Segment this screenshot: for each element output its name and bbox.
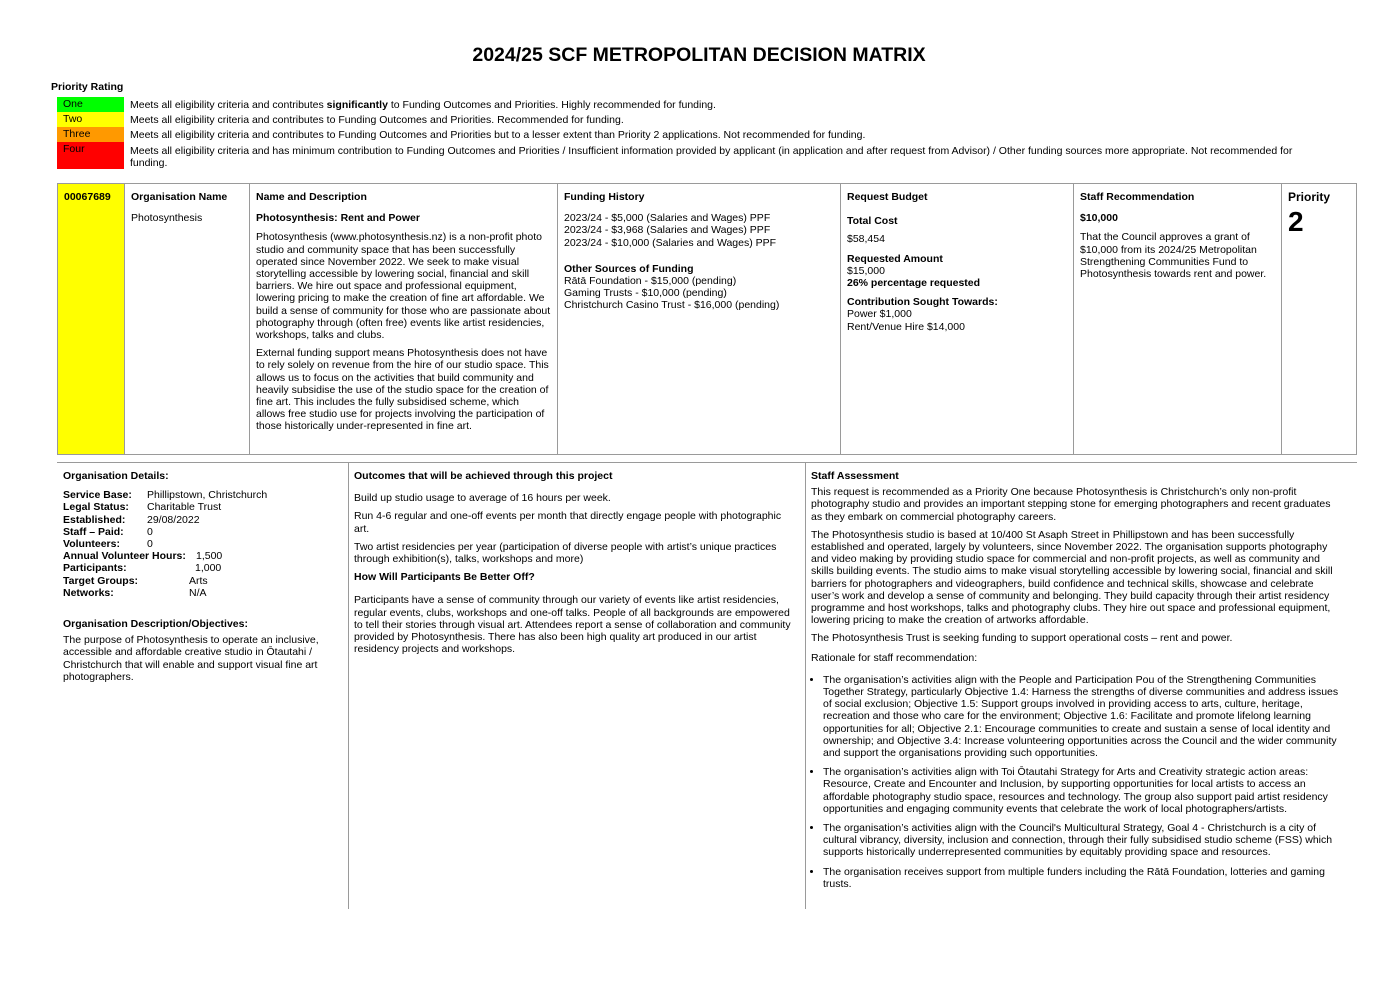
priority-label-two: Two [57, 112, 124, 127]
assessment-paragraph: The Photosynthesis studio is based at 10/400 St Asaph Street in Phillipstown and has been successfully established and operated, largely by volunteers, since November 2022. The organisation supports photography and video making by providing studio space for commercial and non-profit projects, as well as community and skills building events. The studio aims to make visual storytelling accessible by lowering social, financial and skill barriers for photographers and videographers, build confidence and technical skills, showcase and celebrate user’s work and develop a sense of community and belonging. They build capacity through their artist residency programme and host workshops, talks and photography clubs. They hire out space and professional equipment, lowering pricing to make the creation of artworks affordable. [811, 528, 1333, 627]
detail-row: Participants: 1,000 [63, 562, 222, 575]
other-funding-item: Christchurch Casino Trust - $16,000 (pending) [564, 299, 780, 312]
outcome-item: Two artist residencies per year (participation of diverse people with artist’s unique practices through exhibition(s), talks, workshops and more) [354, 540, 777, 566]
application-id: 00067689 [64, 191, 111, 203]
detail-row: Annual Volunteer Hours: 1,500 [63, 550, 223, 563]
detail-row: Volunteers: 0 [63, 538, 153, 551]
name-description-header: Name and Description [256, 191, 367, 203]
priority-rating-heading: Priority Rating [51, 81, 124, 93]
funding-history-item: 2023/24 - $10,000 (Salaries and Wages) PPF [564, 236, 777, 249]
request-budget-header: Request Budget [847, 191, 928, 203]
detail-row: Staff – Paid: 0 [63, 525, 153, 538]
funding-history-item: 2023/24 - $5,000 (Salaries and Wages) PPF [564, 212, 771, 225]
other-funding-item: Gaming Trusts - $10,000 (pending) [564, 287, 727, 300]
funding-history-header: Funding History [564, 191, 645, 203]
page-title: 2024/25 SCF METROPOLITAN DECISION MATRIX [472, 44, 926, 66]
priority-label-four: Four [57, 142, 124, 169]
detail-row: Legal Status: Charitable Trust [63, 501, 222, 514]
priority-row-two [57, 112, 124, 127]
participants-better-off-text: Participants have a sense of community through our variety of events like artist residencies, regular events, clubs, workshops and one-off talks. People of all backgrounds are empowered to tell their stories through visual art. Attendees report a sense of collaboration and community provided by Photosynthesis. There has also been high quality art produced in our artist residency projects and workshops. [354, 594, 791, 656]
staff-recommendation-header: Staff Recommendation [1080, 191, 1195, 203]
priority-header: Priority [1288, 190, 1331, 204]
details-section [57, 462, 1357, 908]
organisation-details-panel [57, 463, 348, 909]
project-description-2: External funding support means Photosynthesis does not have to rely solely on revenue from the hire of our studio space. This allows us to focus on the activities that build community and heavily subsidise the use of the studio space for the creation of fine art. This includes the fully subsidised scheme, which allows free studio use for projects involving the participation of those historically under-represented in fine art. [256, 347, 549, 433]
detail-row: Established: 29/08/2022 [63, 513, 200, 526]
assessment-paragraph: The Photosynthesis Trust is seeking funding to support operational costs – rent and power. [811, 632, 1233, 645]
priority-label-one: One [57, 97, 124, 112]
contribution-item: Rent/Venue Hire $14,000 [847, 320, 965, 333]
detail-row: Service Base: Phillipstown, Christchurch [63, 489, 268, 502]
funding-history-cell [558, 184, 841, 454]
requested-amount-label: Requested Amount [847, 252, 943, 265]
requested-amount-value: $15,000 [847, 264, 885, 277]
priority-desc-one: Meets all eligibility criteria and contributes significantly to Funding Outcomes and Priorities. Highly recommended for funding. [130, 99, 716, 111]
priority-row-one [57, 97, 124, 112]
funding-history-item: 2023/24 - $3,968 (Salaries and Wages) PPF [564, 224, 771, 237]
contribution-label: Contribution Sought Towards: [847, 296, 998, 309]
organisation-details-header: Organisation Details: [63, 470, 169, 482]
staff-recommendation-amount: $10,000 [1080, 212, 1118, 225]
priority-value: 2 [1288, 206, 1304, 238]
name-description-cell [250, 184, 558, 454]
contribution-item: Power $1,000 [847, 308, 912, 321]
request-budget-cell [841, 184, 1074, 454]
outcome-item: Run 4-6 regular and one-off events per month that directly engage people with photographic art. [354, 510, 782, 535]
priority-desc-four: Meets all eligibility criteria and has minimum contribution to Funding Outcomes and Priorities / Insufficient information provided by applicant (in application and after request from Advisor) / Other funding sources more appropriate. Not recommended for funding. [130, 145, 1293, 169]
outcomes-header: Outcomes that will be achieved through this project [354, 470, 613, 482]
percentage-requested: 26% percentage requested [847, 277, 981, 290]
application-id-cell [58, 184, 125, 454]
organisation-name-header: Organisation Name [131, 191, 228, 203]
staff-assessment-panel [805, 463, 1350, 909]
outcome-item: Build up studio usage to average of 16 hours per week. [354, 492, 611, 505]
other-funding-item: Rātā Foundation - $15,000 (pending) [564, 275, 737, 288]
rationale-heading: Rationale for staff recommendation: [811, 651, 978, 664]
organisation-description: The purpose of Photosynthesis to operate an inclusive, accessible and affordable creative studio in Ōtautahi / Christchurch that will enable and support visual fine art photographers. [63, 634, 319, 683]
rationale-list [811, 674, 1344, 890]
priority-desc-three: Meets all eligibility criteria and contributes to Funding Outcomes and Priorities but to a lesser extent than Priority 2 applications. Not recommended for funding. [130, 129, 866, 141]
rationale-item: • The organisation’s activities align with Toi Ōtautahi Strategy for Arts and Creativity strategic action areas: Resource, Create and Encounter and Inclusion, by supporting opportunities for local artists to access an affordable photography studio space, resources and technology. The group also support paid artist residency opportunities and engaging community events that celebrate the work of local photographers/artists. [823, 766, 1344, 815]
staff-recommendation-text: That the Council approves a grant of $10,000 from its 2024/25 Metropolitan Strengthening Communities Fund to Photosynthesis towards rent and power. [1080, 231, 1267, 281]
priority-label-three: Three [57, 127, 124, 142]
project-title: Photosynthesis: Rent and Power [256, 212, 420, 225]
organisation-name: Photosynthesis [131, 212, 203, 225]
outcomes-panel [348, 463, 805, 909]
project-description-1: Photosynthesis (www.photosynthesis.nz) is a non-profit photo studio and community space that has been successfully operated since November 2022. We seek to make visual storytelling accessible by lowering social, financial and skill barriers. We hire out space and professional equipment, lowering pricing to make the creation of fine art affordable. We build a sense of community for those who are passionate about photography through (often free) events like artist residencies, workshops, talks and clubs. [256, 231, 551, 342]
organisation-description-header: Organisation Description/Objectives: [63, 618, 248, 631]
priority-cell [1282, 184, 1356, 454]
priority-desc-two: Meets all eligibility criteria and contributes to Funding Outcomes and Priorities. Recommended for funding. [130, 114, 624, 126]
rationale-item: • The organisation’s activities align with the Council's Multicultural Strategy, Goal 4 - Christchurch is a city of cultural vibrancy, diversity, inclusion and connection, through their fully subsidised studio scheme (FSS) which supports historically underrepresented communities by equitably providing space and resources. [823, 822, 1344, 859]
total-cost-value: $58,454 [847, 233, 885, 246]
rationale-item: • The organisation receives support from multiple funders including the Rātā Foundation, lotteries and gaming trusts. [823, 866, 1344, 890]
staff-recommendation-cell [1074, 184, 1282, 454]
detail-row: Networks: N/A [63, 586, 207, 599]
other-funding-header: Other Sources of Funding [564, 262, 694, 275]
priority-row-four [57, 142, 124, 169]
total-cost-label: Total Cost [847, 215, 898, 228]
assessment-paragraph: This request is recommended as a Priority One because Photosynthesis is Christchurch’s only non-profit photography studio and provides an important stepping stone for emerging photographers and recent graduates as they embark on commercial photography careers. [811, 486, 1331, 523]
detail-row: Target Groups: Arts [63, 574, 208, 587]
organisation-name-cell [125, 184, 250, 454]
staff-assessment-header: Staff Assessment [811, 470, 899, 482]
application-grid [57, 183, 1357, 455]
participants-better-off-header: How Will Participants Be Better Off? [354, 571, 535, 584]
priority-row-three [57, 127, 124, 142]
rationale-item: • The organisation’s activities align with the People and Participation Pou of the Strengthening Communities Together Strategy, particularly Objective 1.4: Harness the strengths of diverse communities and address issues of social exclusion; Objective 1.5: Support groups involved in providing access to arts, culture, heritage, recreation and those who care for the environment; Objective 1.6: Facilitate and promote lifelong learning opportunities for all; Objective 2.1: Encourage communities to create and sustain a sense of local identity and ownership; and Objective 3.4: Increase volunteering opportunities across the Council and the wider community and support the organisations providing such opportunities. [823, 674, 1344, 759]
